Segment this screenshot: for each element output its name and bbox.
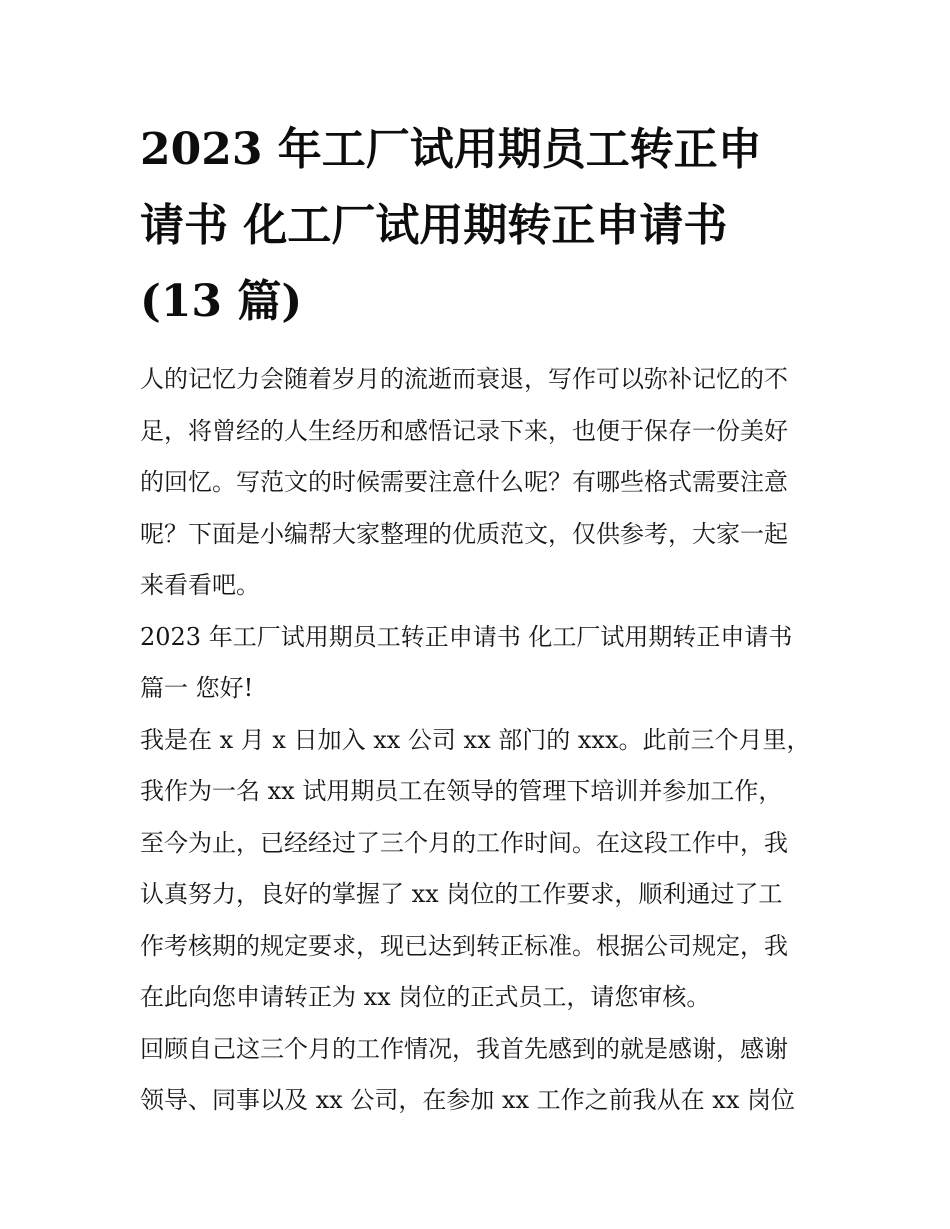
body-line: 至今为止，已经经过了三个月的工作时间。在这段工作中，我 <box>140 828 788 857</box>
body-line: 足，将曾经的人生经历和感悟记录下来，也便于保存一份美好 <box>140 416 788 445</box>
body-line: 认真努力，良好的掌握了 xx 岗位的工作要求，顺利通过了工 <box>140 880 783 908</box>
body-line: 领导、同事以及 xx 公司，在参加 xx 工作之前我从在 xx 岗位 <box>140 1086 795 1114</box>
body-line: 我作为一名 xx 试用期员工在领导的管理下培训并参加工作， <box>140 777 783 805</box>
document-body <box>140 354 830 1127</box>
body-line: 人的记忆力会随着岁月的流逝而衰退，写作可以弥补记忆的不 <box>140 365 788 393</box>
document-title <box>140 112 820 340</box>
body-line: 篇一 您好! <box>140 674 254 702</box>
title-line: (13 篇) <box>140 276 303 327</box>
body-line: 呢？下面是小编帮大家整理的优质范文，仅供参考，大家一起 <box>140 519 788 548</box>
body-line: 作考核期的规定要求，现已达到转正标准。根据公司规定，我 <box>140 931 788 960</box>
body-line: 我是在 x 月 x 日加入 xx 公司 xx 部门的 xxx。此前三个月里， <box>140 725 811 754</box>
body-line: 来看看吧。 <box>140 571 260 599</box>
body-line: 回顾自己这三个月的工作情况，我首先感到的就是感谢，感谢 <box>140 1034 788 1063</box>
body-line: 2023 年工厂试用期员工转正申请书 化工厂试用期转正申请书 <box>140 622 793 651</box>
body-line: 的回忆。写范文的时候需要注意什么呢？有哪些格式需要注意 <box>140 468 788 496</box>
title-line: 请书 化工厂试用期转正申请书 <box>140 200 728 251</box>
title-line: 2023 年工厂试用期员工转正申 <box>140 124 762 175</box>
body-line: 在此向您申请转正为 xx 岗位的正式员工，请您审核。 <box>140 983 711 1011</box>
